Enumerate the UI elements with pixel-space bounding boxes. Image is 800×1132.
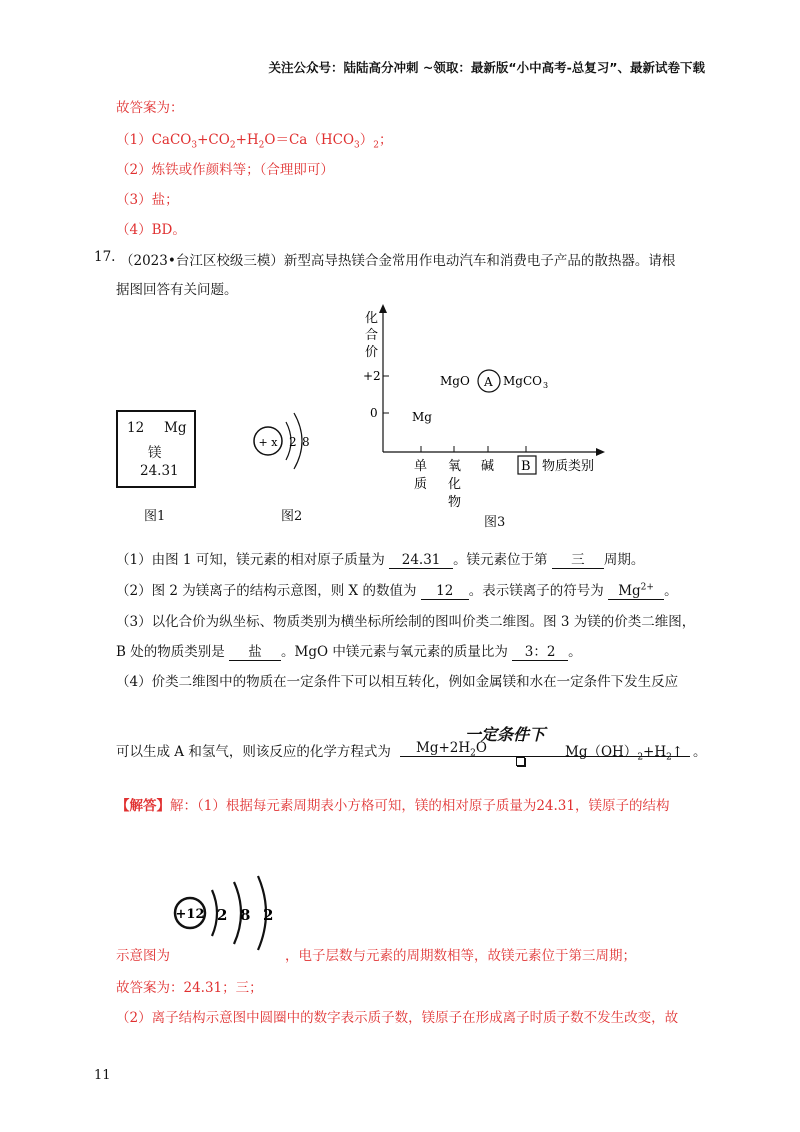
q1-answer-period: 三: [552, 553, 604, 569]
answer-3: （3）盐；: [116, 192, 179, 208]
solution-line-2-b: ，电子层数与元素的周期数相等，故镁元素位于第三周期；: [285, 948, 636, 964]
xcat-1-char-1: 单: [414, 459, 428, 474]
x-axis-arrow: [596, 448, 605, 456]
solution-line-3: （2）离子结构示意图中圆圈中的数字表示质子数，镁原子在形成离子时质子数不发生改变，故: [116, 1010, 679, 1026]
answer-1: $(1)CaCO_3+CO_2+H_2O=Ca(HCO_3)_2$；: [116, 132, 393, 151]
solution-line-2-a: 示意图为: [116, 948, 170, 964]
equation-end: 。: [693, 744, 707, 760]
xcat-4: B: [521, 459, 531, 474]
ylabel-char-1: 化: [365, 311, 379, 326]
element-symbol: Mg: [164, 420, 187, 436]
atom-nucleus-label: +12: [175, 907, 205, 922]
xcat-2-char-1: 氧: [448, 459, 462, 474]
xcat-3: 碱: [481, 459, 495, 474]
point-a: A: [484, 375, 493, 389]
mg-atom-structure: [170, 872, 280, 952]
atom-shell2: 8: [240, 906, 251, 924]
ion-structure-diagram: [248, 400, 328, 480]
ytick-0: 0: [370, 406, 378, 420]
point-mg: Mg: [412, 410, 432, 424]
fig3-label: 图3: [484, 515, 506, 530]
valence-chart: [355, 300, 625, 530]
sub-q4-line-2: 可以生成 A 和氢气，则该反应的化学方程式为: [116, 744, 391, 760]
sub-q3-line-1: （3）以化合价为纵坐标、物质类别为横坐标所绘制的图叫价类二维图。图 3 为镁的价类二维图，: [116, 614, 696, 630]
question-line-1: （2023•台江区校级三模）新型高导热镁合金常用作电动汽车和消费电子产品的散热器。请根: [120, 253, 676, 269]
fig1-label: 图1: [144, 509, 166, 524]
answer-2: （2）炼铁或作颜料等；（合理即可）: [116, 162, 334, 178]
xcat-2-char-2: 化: [448, 477, 462, 492]
point-mgo: MgO: [440, 374, 470, 388]
solution-answer: 故答案为：24.31；三；: [116, 980, 263, 996]
point-mgco3-sub: 3: [543, 381, 549, 390]
y-axis-arrow: [379, 304, 387, 313]
ylabel-char-3: 价: [365, 345, 379, 360]
q3-answer-ratio: 3：2: [512, 645, 568, 661]
answer-title: 故答案为：: [116, 100, 184, 116]
xcat-2-char-3: 物: [448, 495, 462, 510]
question-number: 17.: [94, 249, 116, 265]
sub-q2: （2）图 2 为镁离子的结构示意图，则 X 的数值为 12 。表示镁离子的符号为 $Mg^{2+}$ 。: [116, 582, 678, 599]
atomic-mass: 24.31: [140, 463, 179, 479]
xcat-1-char-2: 质: [414, 477, 428, 492]
question-line-2: 据图回答有关问题。: [116, 282, 238, 298]
fig2-label: 图2: [281, 509, 303, 524]
q1-answer-mass: 24.31: [389, 553, 453, 569]
page-number: 11: [94, 1068, 111, 1083]
ylabel-char-2: 合: [365, 328, 379, 343]
ytick-plus2: +2: [363, 369, 381, 383]
solution-line-1: 【解答】解：（1）根据每元素周期表小方格可知，镁的相对原子质量为24.31，镁原子的结构: [116, 798, 670, 814]
element-name: 镁: [148, 445, 162, 461]
atom-shell1: 2: [217, 906, 228, 924]
reaction-condition: 一定条件下: [465, 725, 546, 744]
page-header: 关注公众号：陆陆高分冲刺 ~领取：最新版“小中高考-总复习”、最新试卷下载: [268, 60, 705, 75]
atom-shell3: 2: [263, 906, 274, 924]
placeholder-box-icon: [516, 757, 525, 766]
sub-q4-line-1: （4）价类二维图中的物质在一定条件下可以相互转化，例如金属镁和水在一定条件下发生反应: [116, 674, 679, 690]
nucleus-label: + x: [258, 436, 278, 449]
q2-answer-x: 12: [421, 584, 469, 600]
sub-q3-line-2: B 处的物质类别是 盐 。MgO 中镁元素与氧元素的质量比为 3：2 。: [116, 644, 582, 660]
periodic-cell: [116, 410, 196, 488]
q3-answer-category: 盐: [229, 645, 281, 661]
shell1-count: 2: [289, 435, 297, 449]
solution-tag: 【解答】: [116, 798, 170, 814]
q2-answer-ion: $Mg^{2+}$: [608, 584, 664, 600]
equation-answer: $Mg+2H_2O$ $Mg(OH)_2+H_2↑$: [400, 740, 690, 757]
shell2-count: 8: [302, 435, 310, 449]
x-axis-label: 物质类别: [542, 459, 595, 474]
atomic-number: 12: [127, 420, 145, 436]
sub-q1: （1）由图 1 可知，镁元素的相对原子质量为 24.31 。镁元素位于第 三 周期。: [116, 552, 645, 568]
answer-4: （4）BD。: [116, 222, 186, 238]
point-mgco3: MgCO: [503, 374, 542, 388]
